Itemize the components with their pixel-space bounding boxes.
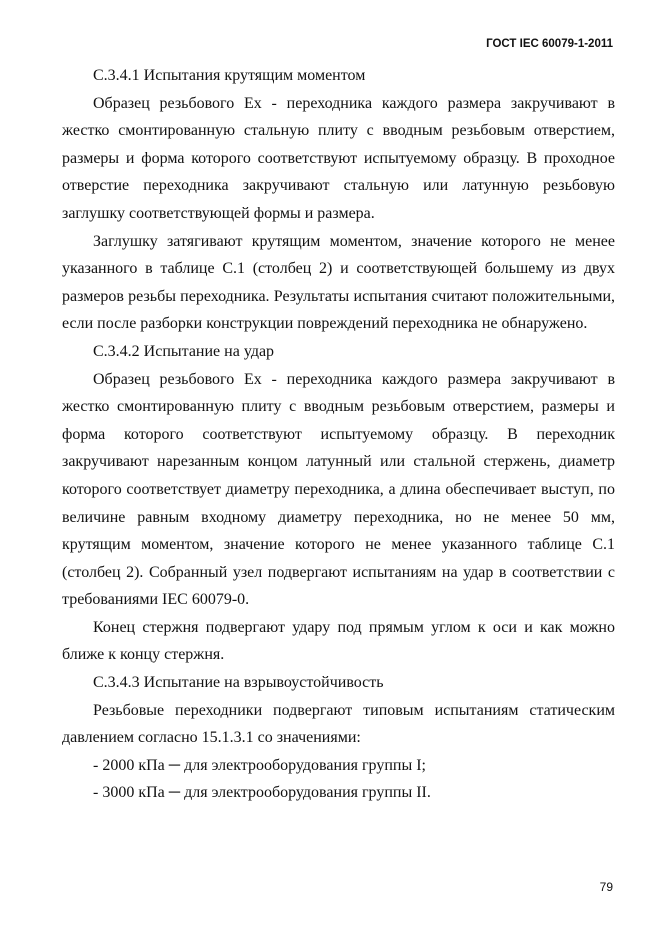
paragraph: Резьбовые переходники подвергают типовым испытаниям статическим давлением согласно 15.1.3.1 со значениями: <box>62 701 615 747</box>
section-heading-c343: С.3.4.3 Испытание на взрывоустойчивость <box>93 674 384 692</box>
section-heading-c342: С.3.4.2 Испытание на удар <box>93 342 275 360</box>
document-header: ГОСТ IEC 60079-1-2011 <box>486 38 613 50</box>
section-heading-c341: С.3.4.1 Испытания крутящим моментом <box>93 67 366 84</box>
list-item: - 3000 кПа ─ для электрооборудования группы II. <box>93 784 431 802</box>
page-number: 79 <box>599 880 613 894</box>
paragraph: Образец резьбового Ex - переходника каждого размера закручивают в жестко смонтированную плиту с вводным резьбовым отверстием, размеры и форма которого соответствуют испытуемому образцу. В переходник закручивают нарезанным концом латунный или стальной стержень, диаметр которого соответствует диаметру переходника, а длина обеспечивает выступ, по величине равным входному диаметру переходника, но не менее 50 мм, крутящим моментом, значение которого не менее указанного таблице С.1 (столбец 2). Собранный узел подвергают испытаниям на удар в соответствии с требованиями IEC 60079-0. <box>62 370 615 609</box>
paragraph: Образец резьбового Ex - переходника каждого размера закручивают в жестко смонтированную стальную плиту с вводным резьбовым отверстием, размеры и форма которого соответствуют испытуемому образцу. В проходное отверстие переходника закручивают стальную или латунную резьбовую заглушку соответствующей формы и размера. <box>62 94 615 222</box>
list-item: - 2000 кПа ─ для электрооборудования группы I; <box>93 756 426 774</box>
paragraph: Заглушку затягивают крутящим моментом, значение которого не менее указанного в таблице С.1 (столбец 2) и соответствующей большему из двух размеров резьбы переходника. Результаты испытания считают положительными, если после разборки конструкции повреждений переходника не обнаружено. <box>62 232 615 333</box>
document-body <box>62 62 615 807</box>
paragraph: Конец стержня подвергают удару под прямым углом к оси и как можно ближе к концу стержня. <box>62 618 615 664</box>
